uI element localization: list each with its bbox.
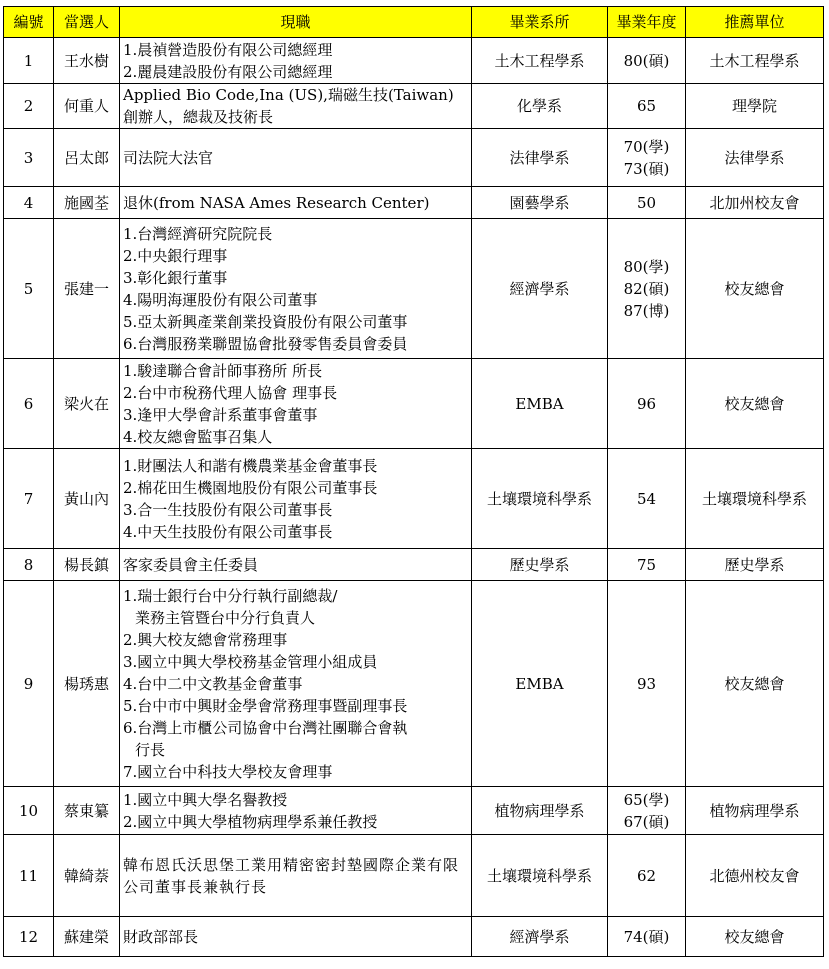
position-line: Applied Bio Code,Ina (US),瑞磁生技(Taiwan): [123, 86, 454, 104]
cell-department: 化學系: [472, 84, 608, 129]
position-line: 5.亞太新興產業創業投資股份有限公司董事: [123, 312, 408, 331]
cell-number: 4: [4, 187, 54, 219]
table-row: [4, 187, 824, 219]
cell-recommending-unit: 法律學系: [686, 129, 824, 187]
position-line: 3.國立中興大學校務基金管理小組成員: [123, 652, 378, 671]
grad-year-line: 67(碩): [623, 812, 670, 831]
cell-number: 3: [4, 129, 54, 187]
position-line: 業務主管暨台中分行負責人: [135, 608, 316, 627]
cell-recommending-unit: 植物病理學系: [686, 787, 824, 835]
cell-position: [120, 917, 472, 957]
table-row: [4, 449, 824, 549]
cell-position: [120, 219, 472, 359]
alumni-awardee-table: [3, 6, 824, 957]
position-line: 7.國立台中科技大學校友會理事: [123, 762, 333, 781]
cell-name: 施國荃: [54, 187, 120, 219]
cell-department: EMBA: [472, 581, 608, 787]
table-row: [4, 549, 824, 581]
position-line: 3.合一生技股份有限公司董事長: [123, 500, 333, 519]
position-line: 司法院大法官: [123, 148, 214, 167]
cell-name: 何重人: [54, 84, 120, 129]
position-line: 退休(from NASA Ames Research Center): [123, 193, 430, 212]
cell-department: EMBA: [472, 359, 608, 449]
cell-recommending-unit: 歷史學系: [686, 549, 824, 581]
cell-number: 12: [4, 917, 54, 957]
cell-department: 植物病理學系: [472, 787, 608, 835]
cell-department: 土木工程學系: [472, 38, 608, 84]
position-line: 5.台中市中興財金學會常務理事暨副理事長: [123, 696, 408, 715]
position-line: 韓布恩氏沃思堡工業用精密密封墊國際企業有限公司董事長兼執行長: [123, 855, 460, 896]
header-name: 當選人: [54, 7, 120, 38]
cell-grad-year: [608, 449, 686, 549]
cell-grad-year: [608, 359, 686, 449]
cell-recommending-unit: 校友總會: [686, 917, 824, 957]
position-line: 2.台中市稅務代理人協會 理事長: [123, 383, 338, 402]
table-row: [4, 835, 824, 917]
cell-number: 2: [4, 84, 54, 129]
cell-department: 土壤環境科學系: [472, 835, 608, 917]
grad-year-line: 65: [636, 97, 657, 115]
header-position: 現職: [120, 7, 472, 38]
cell-recommending-unit: 土壤環境科學系: [686, 449, 824, 549]
cell-grad-year: [608, 787, 686, 835]
position-line: 1.瑞士銀行台中分行執行副總裁/: [123, 586, 338, 605]
grad-year-line: 93: [636, 674, 657, 693]
cell-name: 蔡東纂: [54, 787, 120, 835]
position-line: 6.台灣服務業聯盟協會批發零售委員會委員: [123, 334, 408, 353]
cell-recommending-unit: 土木工程學系: [686, 38, 824, 84]
cell-number: 9: [4, 581, 54, 787]
cell-department: 經濟學系: [472, 917, 608, 957]
table-row: [4, 129, 824, 187]
cell-department: 歷史學系: [472, 549, 608, 581]
table-row: [4, 917, 824, 957]
grad-year-line: 75: [636, 555, 657, 574]
position-line: 2.國立中興大學植物病理學系兼任教授: [123, 812, 378, 831]
grad-year-line: 74(碩): [623, 927, 670, 946]
cell-grad-year: [608, 84, 686, 129]
grad-year-line: 82(碩): [623, 279, 670, 298]
cell-recommending-unit: 北加州校友會: [686, 187, 824, 219]
position-line: 1.財團法人和諧有機農業基金會董事長: [123, 456, 378, 475]
position-line: 3.逢甲大學會計系董事會董事: [123, 405, 318, 424]
table-row: [4, 359, 824, 449]
cell-position: [120, 84, 472, 129]
grad-year-line: 54: [636, 489, 657, 508]
position-line: 4.陽明海運股份有限公司董事: [123, 290, 318, 309]
table-row: [4, 581, 824, 787]
table-row: [4, 219, 824, 359]
position-line: 1.晨禎營造股份有限公司總經理: [123, 40, 333, 59]
cell-name: 梁火在: [54, 359, 120, 449]
cell-grad-year: [608, 129, 686, 187]
cell-number: 7: [4, 449, 54, 549]
cell-name: 王水樹: [54, 38, 120, 84]
grad-year-line: 73(碩): [623, 159, 670, 178]
header-department: 畢業系所: [472, 7, 608, 38]
cell-position: [120, 187, 472, 219]
grad-year-line: 80(學): [623, 257, 670, 276]
cell-grad-year: [608, 835, 686, 917]
position-line: 2.興大校友總會常務理事: [123, 630, 288, 649]
table-row: [4, 787, 824, 835]
position-line: 客家委員會主任委員: [123, 555, 259, 574]
position-line: 2.棉花田生機園地股份有限公司董事長: [123, 478, 378, 497]
cell-position: [120, 581, 472, 787]
cell-department: 經濟學系: [472, 219, 608, 359]
cell-grad-year: [608, 219, 686, 359]
grad-year-line: 70(學): [623, 137, 670, 156]
position-line: 1.台灣經濟研究院院長: [123, 224, 273, 243]
position-line: 2.中央銀行理事: [123, 246, 228, 265]
cell-department: 法律學系: [472, 129, 608, 187]
cell-department: 土壤環境科學系: [472, 449, 608, 549]
cell-grad-year: [608, 38, 686, 84]
cell-position: [120, 787, 472, 835]
cell-position: [120, 359, 472, 449]
cell-name: 楊長鎮: [54, 549, 120, 581]
cell-number: 11: [4, 835, 54, 917]
position-line: 行長: [135, 740, 166, 759]
header-grad-year: 畢業年度: [608, 7, 686, 38]
cell-name: 張建一: [54, 219, 120, 359]
cell-recommending-unit: 校友總會: [686, 581, 824, 787]
cell-name: 楊琇惠: [54, 581, 120, 787]
header-recommending-unit: 推薦單位: [686, 7, 824, 38]
grad-year-line: 87(博): [623, 301, 670, 320]
header-row: [4, 7, 824, 38]
cell-position: [120, 449, 472, 549]
cell-recommending-unit: 校友總會: [686, 359, 824, 449]
grad-year-line: 80(碩): [623, 51, 670, 70]
position-line: 4.台中二中文教基金會董事: [123, 674, 303, 693]
position-line: 3.彰化銀行董事: [123, 268, 228, 287]
cell-position: [120, 835, 472, 917]
cell-name: 呂太郎: [54, 129, 120, 187]
header-number: 編號: [4, 7, 54, 38]
cell-name: 蘇建榮: [54, 917, 120, 957]
cell-grad-year: [608, 917, 686, 957]
cell-grad-year: [608, 187, 686, 219]
cell-number: 10: [4, 787, 54, 835]
cell-number: 1: [4, 38, 54, 84]
position-line: 2.麗晨建設股份有限公司總經理: [123, 62, 333, 81]
position-line: 4.中天生技股份有限公司董事長: [123, 522, 333, 541]
position-line: 4.校友總會監事召集人: [123, 427, 273, 446]
position-line: 1.國立中興大學名譽教授: [123, 790, 288, 809]
grad-year-line: 50: [636, 193, 657, 212]
grad-year-line: 62: [636, 866, 657, 885]
cell-recommending-unit: 理學院: [686, 84, 824, 129]
position-line: 1.駿達聯合會計師事務所 所長: [123, 361, 323, 380]
table-row: [4, 38, 824, 84]
cell-number: 5: [4, 219, 54, 359]
cell-grad-year: [608, 581, 686, 787]
grad-year-line: 96: [636, 394, 657, 413]
grad-year-line: 65(學): [623, 790, 670, 809]
position-line: 財政部部長: [123, 927, 199, 946]
table-row: [4, 84, 824, 129]
position-line: 6.台灣上市櫃公司協會中台灣社團聯合會執: [123, 718, 408, 737]
position-line: 創辦人，總裁及技術長: [123, 108, 274, 126]
cell-position: [120, 549, 472, 581]
cell-name: 韓綺萘: [54, 835, 120, 917]
cell-number: 8: [4, 549, 54, 581]
cell-name: 黃山內: [54, 449, 120, 549]
cell-position: [120, 38, 472, 84]
cell-number: 6: [4, 359, 54, 449]
cell-department: 園藝學系: [472, 187, 608, 219]
cell-grad-year: [608, 549, 686, 581]
cell-recommending-unit: 北德州校友會: [686, 835, 824, 917]
cell-recommending-unit: 校友總會: [686, 219, 824, 359]
cell-position: [120, 129, 472, 187]
